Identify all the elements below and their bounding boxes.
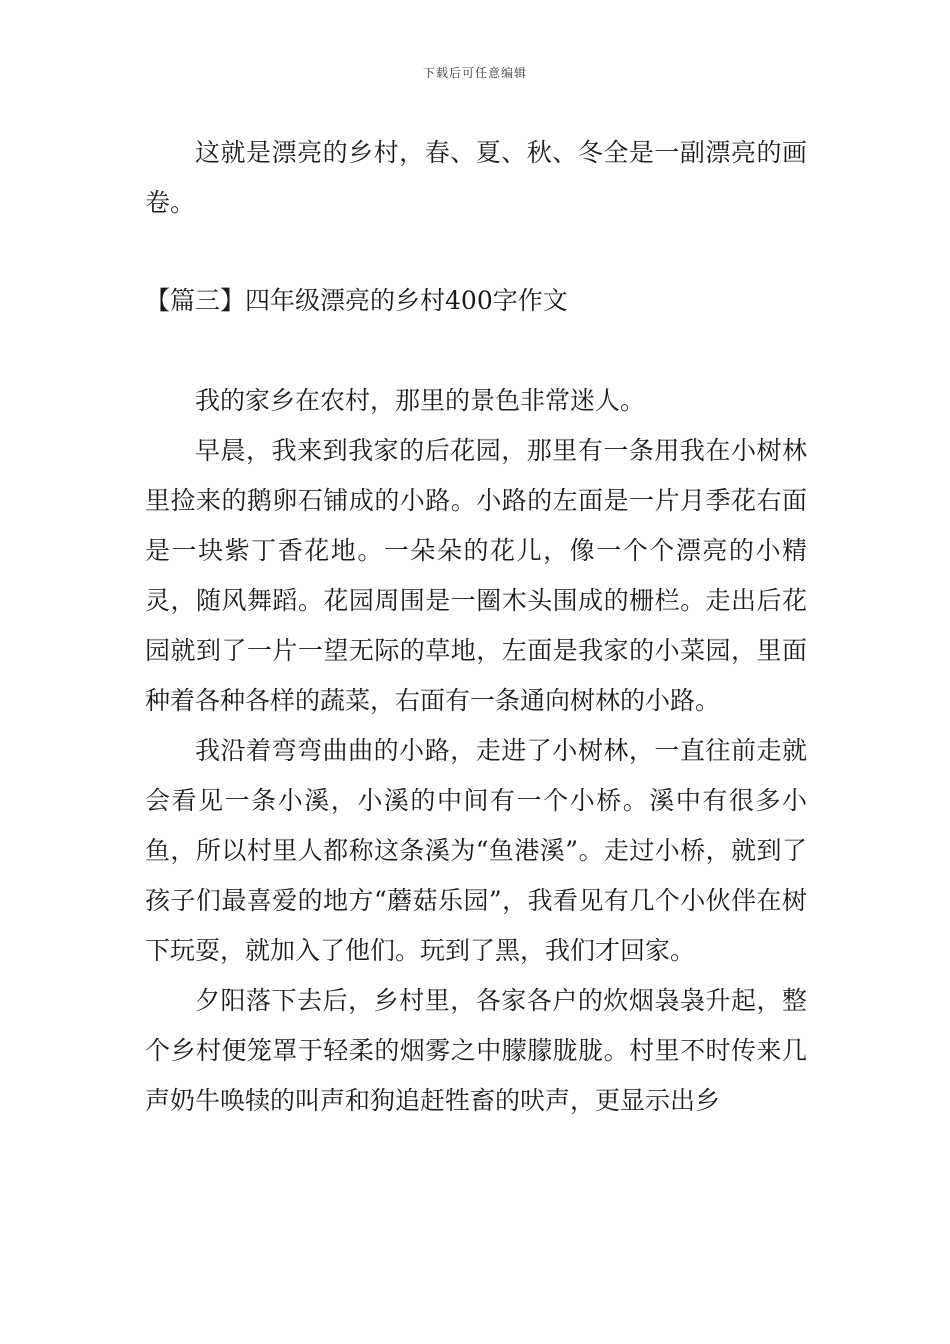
spacer [145, 228, 807, 276]
paragraph-forest: 我沿着弯弯曲曲的小路，走进了小树林，一直往前走就会看见一条小溪，小溪的中间有一个小桥。溪中有很多小鱼，所以村里人都称这条溪为“鱼港溪”。走过小桥，就到了孩子们最喜爱的地方“蘑菇乐园”，我看见有几个小伙伴在树下玩耍，就加入了他们。玩到了黑，我们才回家。 [145, 736, 807, 965]
spacer [145, 326, 807, 376]
paragraph-garden: 早晨，我来到我家的后花园，那里有一条用我在小树林里捡来的鹅卵石铺成的小路。小路的左面是一片月季花右面是一块紫丁香花地。一朵朵的花儿，像一个个漂亮的小精灵，随风舞蹈。花园周围是一圈木头围成的栅栏。走出后花园就到了一片一望无际的草地，左面是我家的小菜园，里面种着各种各样的蔬菜，右面有一条通向树林的小路。 [145, 436, 807, 715]
document-body [145, 128, 807, 1126]
section-heading: 【篇三】四年级漂亮的乡村400字作文 [145, 286, 568, 315]
page-header: 下载后可任意编辑 [422, 66, 527, 80]
paragraph-sunset: 夕阳落下去后，乡村里，各家各户的炊烟袅袅升起，整个乡村便笼罩于轻柔的烟雾之中朦朦胧胧。村里不时传来几声奶牛唤犊的叫声和狗追赶牲畜的吠声，更显示出乡 [145, 986, 807, 1115]
paragraph-closing: 这就是漂亮的乡村，春、夏、秋、冬全是一副漂亮的画卷。 [145, 138, 807, 217]
paragraph-intro: 我的家乡在农村，那里的景色非常迷人。 [195, 386, 646, 415]
